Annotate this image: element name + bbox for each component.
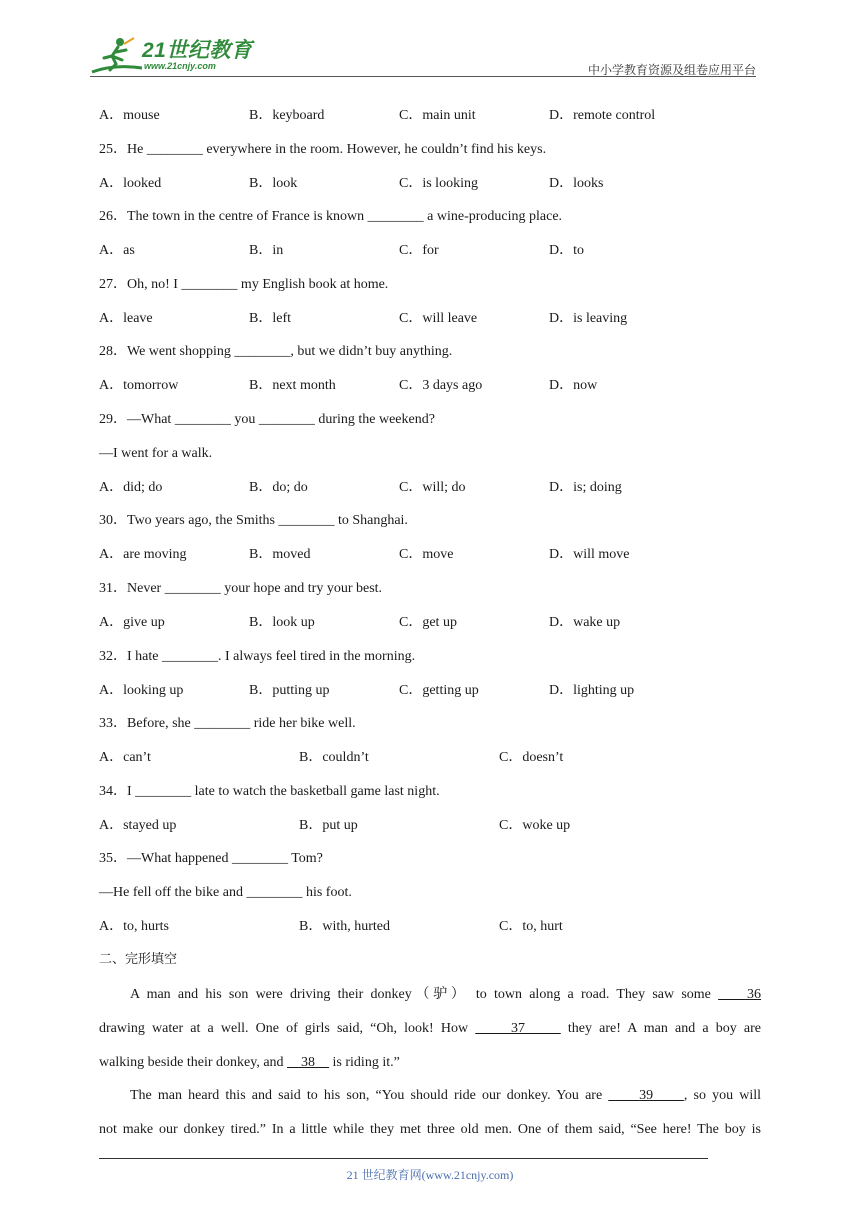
question-27-stem: 27．Oh, no! I ________ my English book at home. (99, 277, 389, 292)
question-29-options (99, 479, 719, 497)
question-30-options (99, 546, 719, 564)
question-35-options (99, 918, 719, 936)
option-a: A．as (99, 243, 135, 258)
option-d: D．to (549, 243, 584, 258)
option-c: C．doesn’t (499, 750, 564, 765)
passage-line (99, 1020, 761, 1038)
option-a: A．looked (99, 176, 162, 191)
option-c: C．will; do (399, 480, 466, 495)
option-b: B．look (249, 176, 298, 191)
logo-text: 21世纪教育 (142, 39, 253, 62)
option-c: C．3 days ago (399, 378, 483, 393)
question-35-stem: 35．—What happened ________ Tom? (99, 851, 323, 866)
question-31-options (99, 614, 719, 632)
option-a: A．stayed up (99, 818, 177, 833)
passage-text: The man heard this and said to his son, “You should ride our donkey. You are (130, 1088, 603, 1103)
option-b: B．putting up (249, 683, 330, 698)
passage-line (130, 1087, 761, 1105)
page-header (90, 30, 756, 78)
option-a: A．give up (99, 615, 165, 630)
site-logo (90, 36, 270, 76)
option-b: B．look up (249, 615, 315, 630)
option-b: B．put up (299, 818, 358, 833)
question-34-stem: 34．I ________ late to watch the basketball game last night. (99, 784, 440, 799)
passage-line (99, 1054, 761, 1072)
option-a: A．leave (99, 311, 153, 326)
option-c: C．is looking (399, 176, 478, 191)
q24-options (99, 107, 719, 125)
passage-text: they are! A man and a boy are (567, 1021, 762, 1036)
passage-line (99, 1121, 761, 1139)
question-25-stem: 25．He ________ everywhere in the room. However, he couldn’t find his keys. (99, 142, 547, 157)
question-26-stem: 26．The town in the centre of France is known ________ a wine-producing place. (99, 209, 563, 224)
option-b: B．moved (249, 547, 311, 562)
option-c: C．get up (399, 615, 457, 630)
blank-38: 38 (301, 1055, 316, 1070)
question-32-options (99, 682, 719, 700)
option-a: A．tomorrow (99, 378, 179, 393)
option-c: C．for (399, 243, 439, 258)
option-c: C．getting up (399, 683, 479, 698)
question-29-reply: —I went for a walk. (99, 446, 213, 461)
section-title: 二、完形填空 (99, 952, 178, 967)
option-b: B．do; do (249, 480, 308, 495)
question-27-options (99, 310, 719, 328)
question-30-stem: 30．Two years ago, the Smiths ________ to Shanghai. (99, 513, 408, 528)
question-35-reply: —He fell off the bike and ________ his foot. (99, 885, 352, 900)
blank-37: 37 (511, 1021, 525, 1036)
option-a: A．are moving (99, 547, 187, 562)
option-a: A．looking up (99, 683, 184, 698)
option-a: A．can’t (99, 750, 151, 765)
logo-url: www.21cnjy.com (144, 61, 216, 71)
option-b: B．left (249, 311, 291, 326)
passage-text: walking beside their donkey, and (99, 1055, 284, 1070)
option-b: B．in (249, 243, 284, 258)
option-c: C．main unit (399, 108, 476, 123)
option-d: D．looks (549, 176, 604, 191)
blank-36: 36 (747, 987, 762, 1002)
question-32-stem: 32．I hate ________. I always feel tired in the morning. (99, 649, 416, 664)
passage-line (130, 986, 761, 1004)
question-29-stem: 29．—What ________ you ________ during the weekend? (99, 412, 435, 427)
option-b: B．couldn’t (299, 750, 369, 765)
question-28-options (99, 377, 719, 395)
option-c: C．to, hurt (499, 919, 563, 934)
option-d: D．remote control (549, 108, 656, 123)
option-b: B．with, hurted (299, 919, 390, 934)
header-platform-text: 中小学教育资源及组卷应用平台 (587, 63, 756, 77)
option-c: C．move (399, 547, 454, 562)
passage-text: A man and his son were driving their donkey（驴） to town along a road. They saw some (130, 987, 711, 1002)
option-d: D．lighting up (549, 683, 635, 698)
option-b: B．keyboard (249, 108, 325, 123)
option-a: A．to, hurts (99, 919, 169, 934)
header-divider (90, 76, 756, 77)
passage-text: not make our donkey tired.” In a little while they met three old men. One of them said, “See here! The boy is (99, 1122, 761, 1137)
option-d: D．will move (549, 547, 630, 562)
passage-text: is riding it.” (332, 1055, 400, 1070)
option-d: D．wake up (549, 615, 621, 630)
option-a: A．did; do (99, 480, 163, 495)
option-d: D．now (549, 378, 598, 393)
passage-text: drawing water at a well. One of girls said, “Oh, look! How (99, 1021, 469, 1036)
option-a: A．mouse (99, 108, 160, 123)
footer-site-link[interactable]: 21 世纪教育网(www.21cnjy.com) (346, 1168, 514, 1182)
runner-logo-icon (90, 36, 146, 76)
blank-39-group: 39 , so you will (608, 1088, 761, 1103)
question-26-options (99, 242, 719, 260)
blank-39: 39 (639, 1088, 654, 1103)
question-25-options (99, 175, 719, 193)
question-31-stem: 31．Never ________ your hope and try your best. (99, 581, 383, 596)
question-28-stem: 28．We went shopping ________, but we didn’t buy anything. (99, 344, 453, 359)
question-33-options (99, 749, 719, 767)
option-c: C．will leave (399, 311, 478, 326)
footer-divider (99, 1158, 708, 1159)
question-33-stem: 33．Before, she ________ ride her bike well. (99, 716, 356, 731)
option-d: D．is; doing (549, 480, 622, 495)
option-c: C．woke up (499, 818, 571, 833)
option-b: B．next month (249, 378, 336, 393)
option-d: D．is leaving (549, 311, 628, 326)
question-34-options (99, 817, 719, 835)
